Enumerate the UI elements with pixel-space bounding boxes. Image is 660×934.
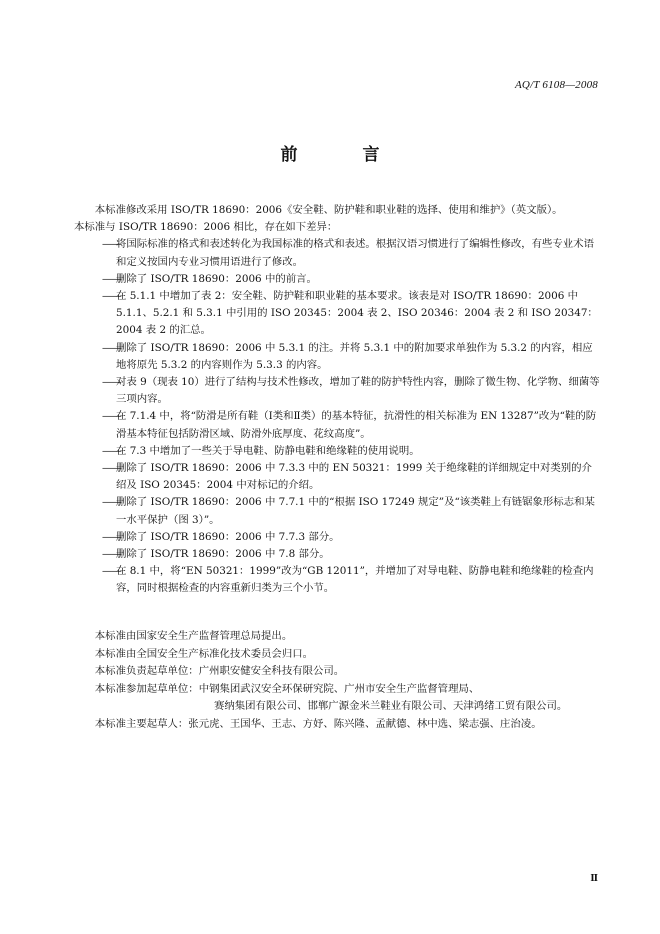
list-item-text: 删除了 ISO/TR 18690：2006 中 7.3.3 中的 EN 50321：1999 关于绝缘鞋的详细规定中对类别的介绍及 ISO 20345：2004 中对标记的介绍。 — [116, 462, 592, 492]
dash-marker: —— — [102, 444, 121, 457]
participating-units-line: 本标准参加起草单位：中钢集团武汉安全环保研究院、广州市安全生产监督管理局、 — [94, 682, 480, 695]
page-title: 前 言 — [280, 145, 404, 165]
list-item — [74, 271, 601, 288]
list-item-text: 将国际标准的格式和表述转化为我国标准的格式和表述。根据汉语习惯进行了编辑性修改，有些专业术语和定义按国内专业习惯用语进行了修改。 — [116, 238, 594, 268]
list-item-text: 删除了 ISO/TR 18690：2006 中的前言。 — [116, 272, 317, 285]
intro-line: 本标准与 ISO/TR 18690：2006 相比，存在如下差异： — [74, 221, 338, 234]
list-item — [74, 443, 601, 460]
dash-marker: —— — [102, 341, 121, 354]
main-drafters-line: 本标准主要起草人：张元虎、王国华、王志、方妤、陈兴隆、孟献德、林中选、梁志强、庄治凌。 — [94, 717, 542, 730]
list-item — [74, 374, 601, 408]
list-item-text: 删除了 ISO/TR 18690：2006 中 7.7.1 中的“根据 ISO 17249 规定”及“该类鞋上有链锯象形标志和某一水平保护（图 3）”。 — [116, 496, 595, 526]
list-item — [74, 563, 601, 597]
standard-number: AQ/T 6108—2008 — [515, 79, 598, 91]
list-item-text: 对表 9（现表 10）进行了结构与技术性修改，增加了鞋的防护特性内容，删除了微生物、化学物、细菌等三项内容。 — [116, 376, 600, 406]
list-item-text: 删除了 ISO/TR 18690：2006 中 7.8 部分。 — [116, 548, 330, 561]
intro-line: 本标准修改采用 ISO/TR 18690：2006《安全鞋、防护鞋和职业鞋的选择、使用和维护》（英文版）。 — [94, 204, 563, 216]
dash-marker: —— — [102, 462, 121, 475]
list-item-text: 删除了 ISO/TR 18690：2006 中 7.7.3 部分。 — [116, 530, 340, 543]
list-item — [74, 529, 601, 546]
proposed-by-line: 本标准由国家安全生产监督管理总局提出。 — [94, 630, 293, 642]
dash-marker: —— — [102, 565, 121, 578]
dash-marker: —— — [102, 272, 121, 285]
dash-marker: —— — [102, 290, 121, 303]
drafting-unit-line: 本标准负责起草单位：广州职安健安全科技有限公司。 — [94, 665, 345, 678]
dash-marker: —— — [102, 410, 121, 423]
list-item-text: 在 7.1.4 中，将“防滑是所有鞋（Ⅰ类和Ⅱ类）的基本特征，抗滑性的相关标准为 EN 13287”改为“鞋的防滑基本特征包括防滑区域、防滑外底厚度、花纹高度”。 — [116, 410, 597, 440]
dash-marker: —— — [102, 496, 121, 509]
dash-marker: —— — [102, 238, 121, 251]
list-item-text: 在 8.1 中，将“EN 50321：1999”改为“GB 12011”，并增加了对导电鞋、防静电鞋和绝缘鞋的检查内容，同时根据检查的内容重新归类为三个小节。 — [116, 565, 594, 595]
list-item — [74, 340, 601, 374]
list-item — [74, 236, 601, 270]
list-item — [74, 408, 601, 442]
list-item — [74, 494, 601, 528]
dash-marker: —— — [102, 548, 121, 561]
differences-list — [74, 236, 601, 597]
participating-units-continued: 赛纳集团有限公司、邯郸广源金米兰鞋业有限公司、天津鸿绪工贸有限公司。 — [214, 700, 568, 713]
list-item-text: 在 5.1.1 中增加了表 2：安全鞋、防护鞋和职业鞋的基本要求。该表是对 ISO/TR 18690：2006 中 5.1.1、5.2.1 和 5.3.1 中引用的 ISO 20345：2004 表 2、ISO 20346：2004 表 2 和 ISO 20347：2004 表 2 的汇总。 — [116, 290, 598, 337]
list-item — [74, 546, 601, 563]
list-item — [74, 460, 601, 494]
responsibility-block — [74, 628, 614, 734]
preface-body — [74, 202, 601, 598]
page-number: Ⅱ — [590, 873, 598, 883]
centralized-by-line: 本标准由全国安全生产标准化技术委员会归口。 — [94, 647, 313, 660]
list-item-text: 在 7.3 中增加了一些关于导电鞋、防静电鞋和绝缘鞋的使用说明。 — [116, 444, 420, 457]
dash-marker: —— — [102, 376, 121, 389]
list-item-text: 删除了 ISO/TR 18690：2006 中 5.3.1 的注。并将 5.3.1 中的附加要求单独作为 5.3.2 的内容，相应地将原先 5.3.2 的内容则作为 5.3.3 的内容。 — [116, 341, 593, 371]
list-item — [74, 288, 601, 340]
dash-marker: —— — [102, 530, 121, 543]
